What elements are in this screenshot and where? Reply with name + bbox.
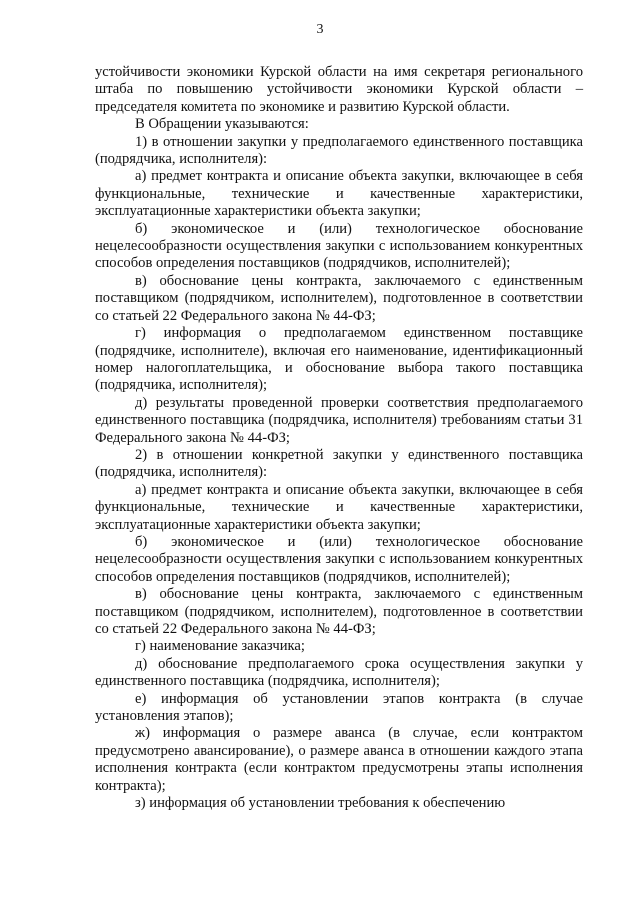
list-item-2z: з) информация об установлении требования к обеспечению xyxy=(135,795,506,812)
list-item-2a: а) предмет контракта и описание объекта закупки, включающее в себя функциональные, технические и качественные характеристики, эксплуатационные характеристики объекта закупки; xyxy=(95,481,583,533)
list-item-1a: а) предмет контракта и описание объекта закупки, включающее в себя функциональные, технические и качественные характеристики, эксплуатационные характеристики объекта закупки; xyxy=(95,168,583,220)
paragraph-intro: В Обращении указываются: xyxy=(135,116,309,133)
list-item-2g: г) наименование заказчика; xyxy=(135,638,305,655)
list-item-2e: е) информация об установлении этапов контракта (в случае установления этапов); xyxy=(95,690,583,725)
page-number: 3 xyxy=(316,22,324,37)
list-item-2b: б) экономическое и (или) технологическое обоснование нецелесообразности осуществления закупки с использованием конкурентных способов определения поставщиков (подрядчиков, исполнителей); xyxy=(95,533,583,585)
list-item-1v: в) обоснование цены контракта, заключаемого с единственным поставщиком (подрядчиком, исполнителем), подготовленное в соответствии со статьей 22 Федерального закона № 44-ФЗ; xyxy=(95,272,583,324)
list-item-2v: в) обоснование цены контракта, заключаемого с единственным поставщиком (подрядчиком, исполнителем), подготовленное в соответствии со статьей 22 Федерального закона № 44-ФЗ; xyxy=(95,586,583,637)
document-body xyxy=(95,64,583,812)
list-item-1b: б) экономическое и (или) технологическое обоснование нецелесообразности осуществления закупки с использованием конкурентных способов определения поставщиков (подрядчиков, исполнителей); xyxy=(95,220,583,272)
list-item-2d: д) обоснование предполагаемого срока осуществления закупки у единственного поставщика (подрядчика, исполнителя); xyxy=(95,655,583,690)
list-item-1: 1) в отношении закупки у предполагаемого единственного поставщика (подрядчика, исполнителя): xyxy=(95,133,583,168)
paragraph-continuation: устойчивости экономики Курской области на имя секретаря регионального штаба по повышению устойчивости экономики Курской области – председателя комитета по экономике и развитию Курской области. xyxy=(95,64,583,115)
list-item-2: 2) в отношении конкретной закупки у единственного поставщика (подрядчика, исполнителя): xyxy=(95,446,583,481)
list-item-1g: г) информация о предполагаемом единственном поставщике (подрядчике, исполнителе), включая его наименование, идентификационный номер налогоплательщика, и обоснование выбора такого поставщика (подрядчика, исполнителя); xyxy=(95,325,583,394)
list-item-1d: д) результаты проведенной проверки соответствия предполагаемого единственного поставщика (подрядчика, исполнителя) требованиям статьи 31 Федерального закона № 44-ФЗ; xyxy=(95,394,583,446)
list-item-2zh: ж) информация о размере аванса (в случае, если контрактом предусмотрено авансирование), о размере аванса в отношении каждого этапа исполнения контракта (если контрактом предусмотрены этапы исполнения контракта); xyxy=(95,725,583,794)
